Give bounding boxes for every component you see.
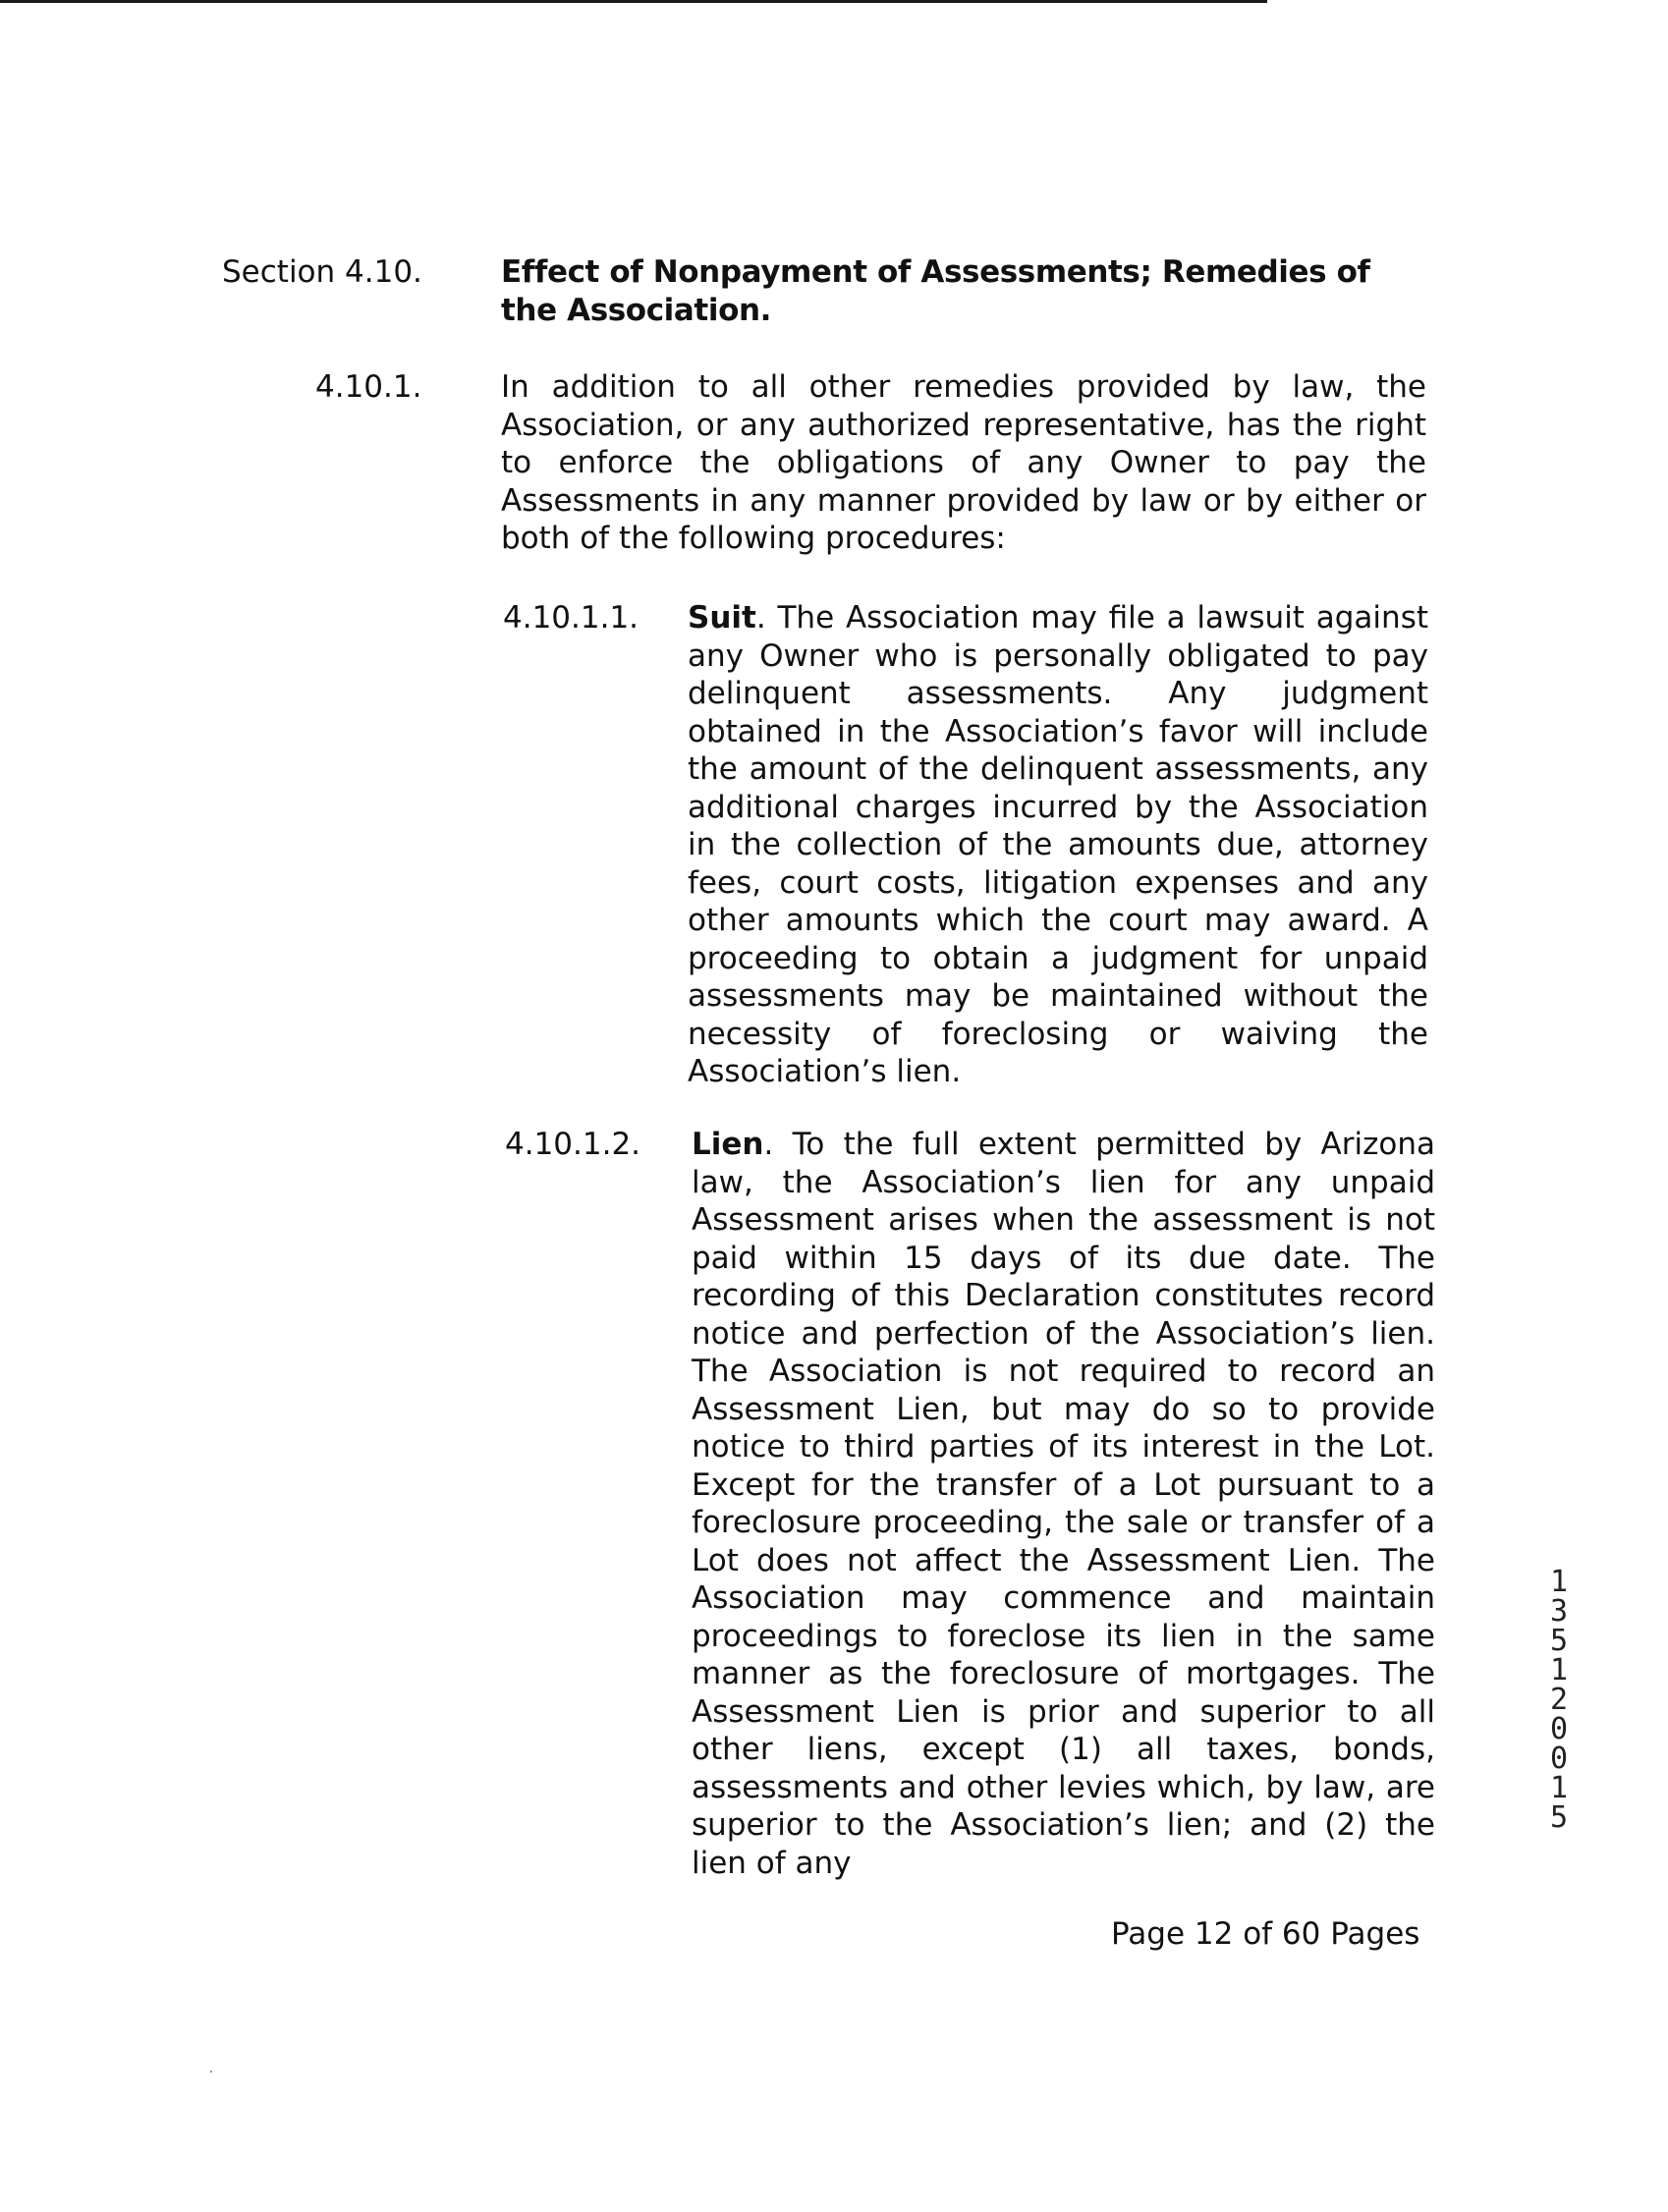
subsection-text-4-10-1: In addition to all other remedies provided by law, the Association, or any authorized representative, has the right to enforce the obligations of any Owner to pay the Assessments in any manner provided by law or by either or both of the following procedures: (501, 369, 1426, 556)
page-number-footer: Page 12 of 60 Pages (1111, 1916, 1420, 1952)
subsection-heading-lien: Lien (692, 1127, 764, 1162)
subsection-number-4-10-1-1: 4.10.1.1. (503, 600, 639, 636)
subsection-number-4-10-1-2: 4.10.1.2. (505, 1127, 641, 1162)
subsection-text-lien: . To the full extent permitted by Arizona law, the Association’s lien for any unpaid Assessment arises when the assessment is not paid within 15 days of its due date. The recording of this Declaration constitutes record notice and perfection of the Association’s lien. The Association is not required to record an Assessment Lien, but may do so to provide notice to third parties of its interest in the Lot. Except for the transfer of a Lot pursuant to a foreclosure proceeding, the sale or transfer of a Lot does not affect the Assessment Lien. The Association may commence and maintain proceedings to foreclose its lien in the same manner as the foreclosure of mortgages. The Assessment Lien is prior and superior to all other liens, except (1) all taxes, bonds, assessments and other levies which, by law, are superior to the Association’s lien; and (2) the lien of any (692, 1127, 1435, 1881)
scan-speck (210, 2071, 212, 2073)
subsection-heading-suit: Suit (688, 600, 756, 636)
section-title: Effect of Nonpayment of Assessments; Remedies of the Association. (501, 254, 1370, 328)
subsection-paragraph-lien (692, 1126, 1435, 1882)
scan-edge-line (0, 0, 1267, 3)
section-number: Section 4.10. (222, 254, 422, 290)
subsection-paragraph-suit (688, 599, 1428, 1091)
subsection-number-4-10-1: 4.10.1. (315, 369, 422, 405)
recording-number-stamp: 13512 0015 (1549, 1565, 1569, 1835)
subsection-text-suit: . The Association may file a lawsuit against any Owner who is personally obligated to pay delinquent assessments. Any judgment obtained in the Association’s favor will include the amount of the delinquent assessments, any additional charges incurred by the Association in the collection of the amounts due, attorney fees, court costs, litigation expenses and any other amounts which the court may award. A proceeding to obtain a judgment for unpaid assessments may be maintained without the necessity of foreclosing or waiving the Association’s lien. (688, 600, 1428, 1089)
